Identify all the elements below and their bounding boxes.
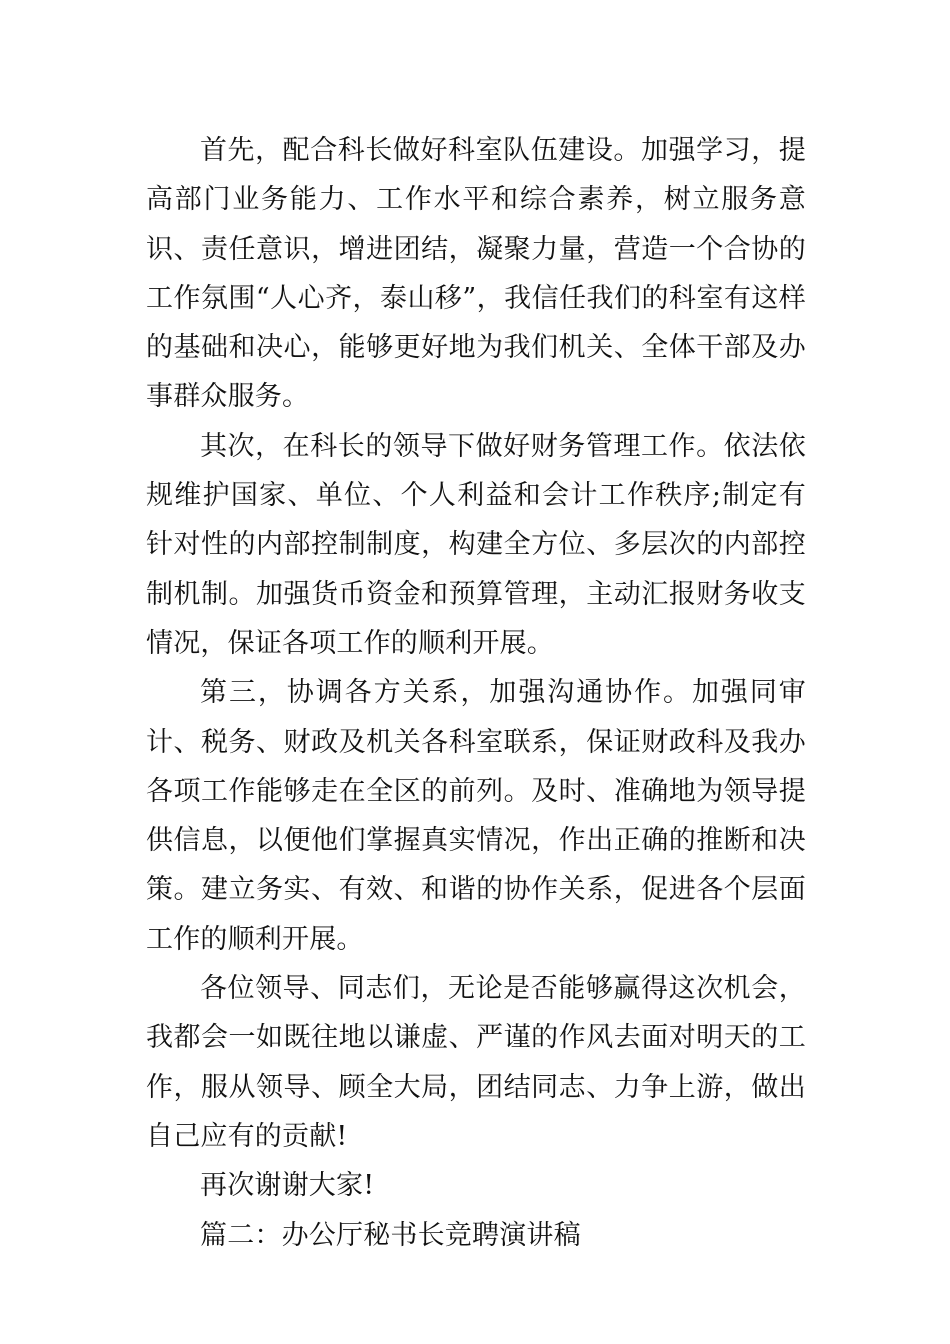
section-heading-part-two: 篇二：办公厅秘书长竞聘演讲稿 — [200, 1219, 581, 1251]
paragraph-finance-management: 其次，在科长的领导下做好财务管理工作。依法依规维护国家、单位、个人利益和会计工作秩序;制定有针对性的内部控制制度，构建全方位、多层次的内部控制机制。加强货币资金和预算管理，主动汇报财务收支情况，保证各项工作的顺利开展。 — [146, 430, 806, 659]
paragraph-coordination: 第三，协调各方关系，加强沟通协作。加强同审计、税务、财政及机关各科室联系，保证财政科及我办各项工作能够走在全区的前列。及时、准确地为领导提供信息，以便他们掌握真实情况，作出正确的推断和决策。建立务实、有效、和谐的协作关系，促进各个层面工作的顺利开展。 — [146, 677, 806, 955]
paragraph-closing-remarks: 各位领导、同志们，无论是否能够赢得这次机会，我都会一如既往地以谦虚、严谨的作风去面对明天的工作，服从领导、顾全大局，团结同志、力争上游，做出自己应有的贡献! — [146, 973, 806, 1152]
paragraph-thanks: 再次谢谢大家! — [200, 1170, 375, 1202]
paragraph-team-building: 首先，配合科长做好科室队伍建设。加强学习，提高部门业务能力、工作水平和综合素养，树立服务意识、责任意识，增进团结，凝聚力量，营造一个合协的工作氛围“人心齐，泰山移”，我信任我们的科室有这样的基础和决心，能够更好地为我们机关、全体干部及办事群众服务。 — [146, 135, 806, 413]
document-body — [146, 126, 806, 1260]
